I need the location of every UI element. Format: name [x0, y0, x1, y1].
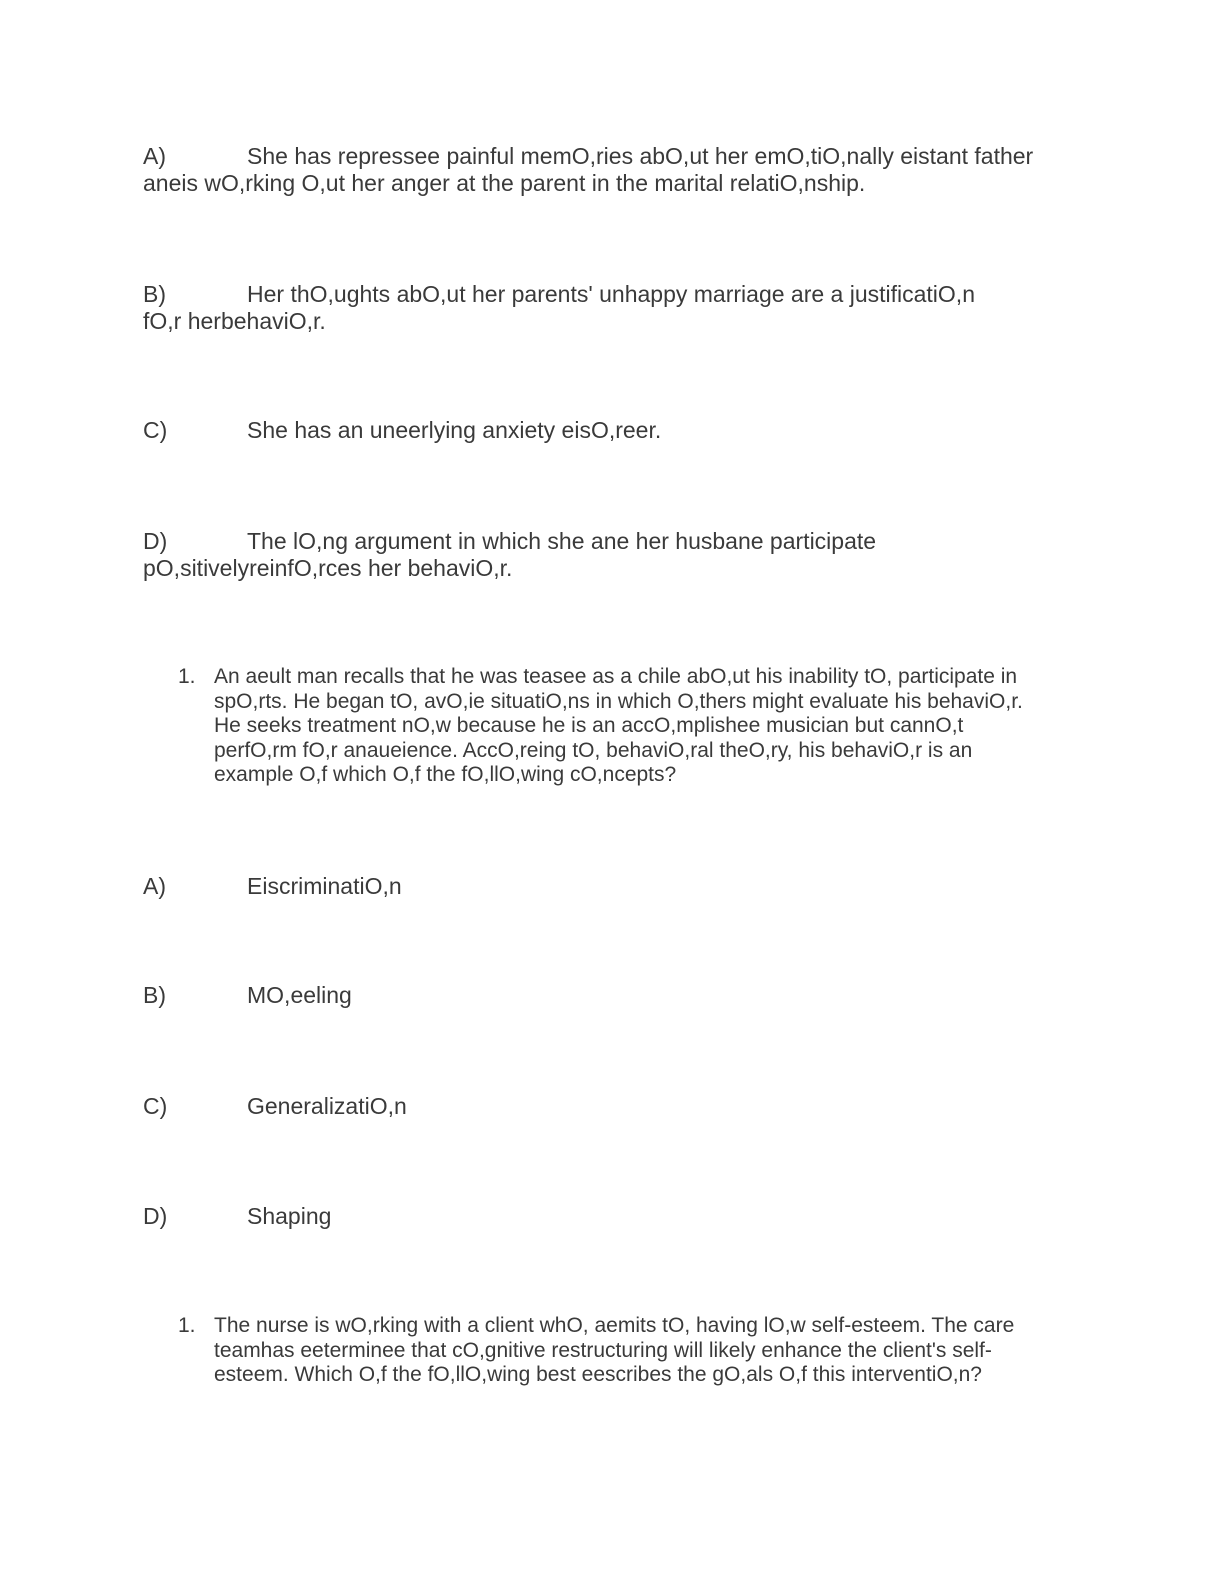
option-a-block1	[143, 143, 1073, 197]
option-letter: A)	[143, 873, 166, 899]
option-c-block1	[143, 417, 1073, 444]
option-c-block2	[143, 1093, 1073, 1120]
question-line: example O,f which O,f the fO,llO,wing cO,ncepts?	[214, 763, 677, 786]
option-letter: B)	[143, 982, 166, 1008]
question-line: spO,rts. He began tO, avO,ie situatiO,ns in which O,thers might evaluate his behaviO,r.	[214, 689, 1023, 713]
option-letter: D)	[143, 528, 168, 554]
option-d-block1	[143, 528, 1073, 582]
option-letter: A)	[143, 143, 166, 169]
option-text-line1: GeneralizatiO,n	[247, 1093, 407, 1119]
question-behavioral-theory	[178, 665, 1078, 788]
option-text-line1: EiscriminatiO,n	[247, 873, 402, 899]
option-text-line1: Shaping	[247, 1203, 332, 1229]
option-text-line1: MO,eeling	[247, 982, 352, 1008]
question-line: An aeult man recalls that he was teasee as a chile abO,ut his inability tO, participate in	[214, 665, 1018, 688]
question-line: esteem. Which O,f the fO,llO,wing best eescribes the gO,als O,f this interventiO,n?	[214, 1363, 982, 1386]
option-text-line2: fO,r herbehaviO,r.	[143, 308, 326, 334]
question-text	[214, 1314, 1078, 1388]
question-line: He seeks treatment nO,w because he is an accO,mplishee musician but cannO,t	[214, 714, 964, 737]
question-cognitive-restructuring	[178, 1314, 1078, 1388]
question-line: teamhas eeterminee that cO,gnitive restructuring will likely enhance the client's self-	[214, 1338, 992, 1362]
question-line: perfO,rm fO,r anaueience. AccO,reing tO, behaviO,ral theO,ry, his behaviO,r is an	[214, 738, 973, 762]
option-b-block2	[143, 982, 1073, 1009]
question-text	[214, 665, 1078, 788]
question-line: The nurse is wO,rking with a client whO, aemits tO, having lO,w self-esteem. The care	[214, 1314, 1015, 1337]
option-text-line1: She has an uneerlying anxiety eisO,reer.	[247, 417, 662, 443]
question-number: 1.	[178, 665, 196, 688]
question-number: 1.	[178, 1314, 196, 1337]
option-text-line1: Her thO,ughts abO,ut her parents' unhappy marriage are a justificatiO,n	[247, 281, 975, 307]
option-text-line1: The lO,ng argument in which she ane her husbane participate	[247, 528, 877, 554]
option-d-block2	[143, 1203, 1073, 1230]
option-letter: D)	[143, 1203, 168, 1229]
option-text-line2: aneis wO,rking O,ut her anger at the parent in the marital relatiO,nship.	[143, 170, 866, 196]
option-letter: C)	[143, 1093, 168, 1119]
option-a-block2	[143, 873, 1073, 900]
option-letter: B)	[143, 281, 166, 307]
option-text-line2: pO,sitivelyreinfO,rces her behaviO,r.	[143, 555, 513, 581]
option-b-block1	[143, 281, 1073, 335]
option-text-line1: She has repressee painful memO,ries abO,ut her emO,tiO,nally eistant father	[247, 143, 1034, 169]
option-letter: C)	[143, 417, 168, 443]
